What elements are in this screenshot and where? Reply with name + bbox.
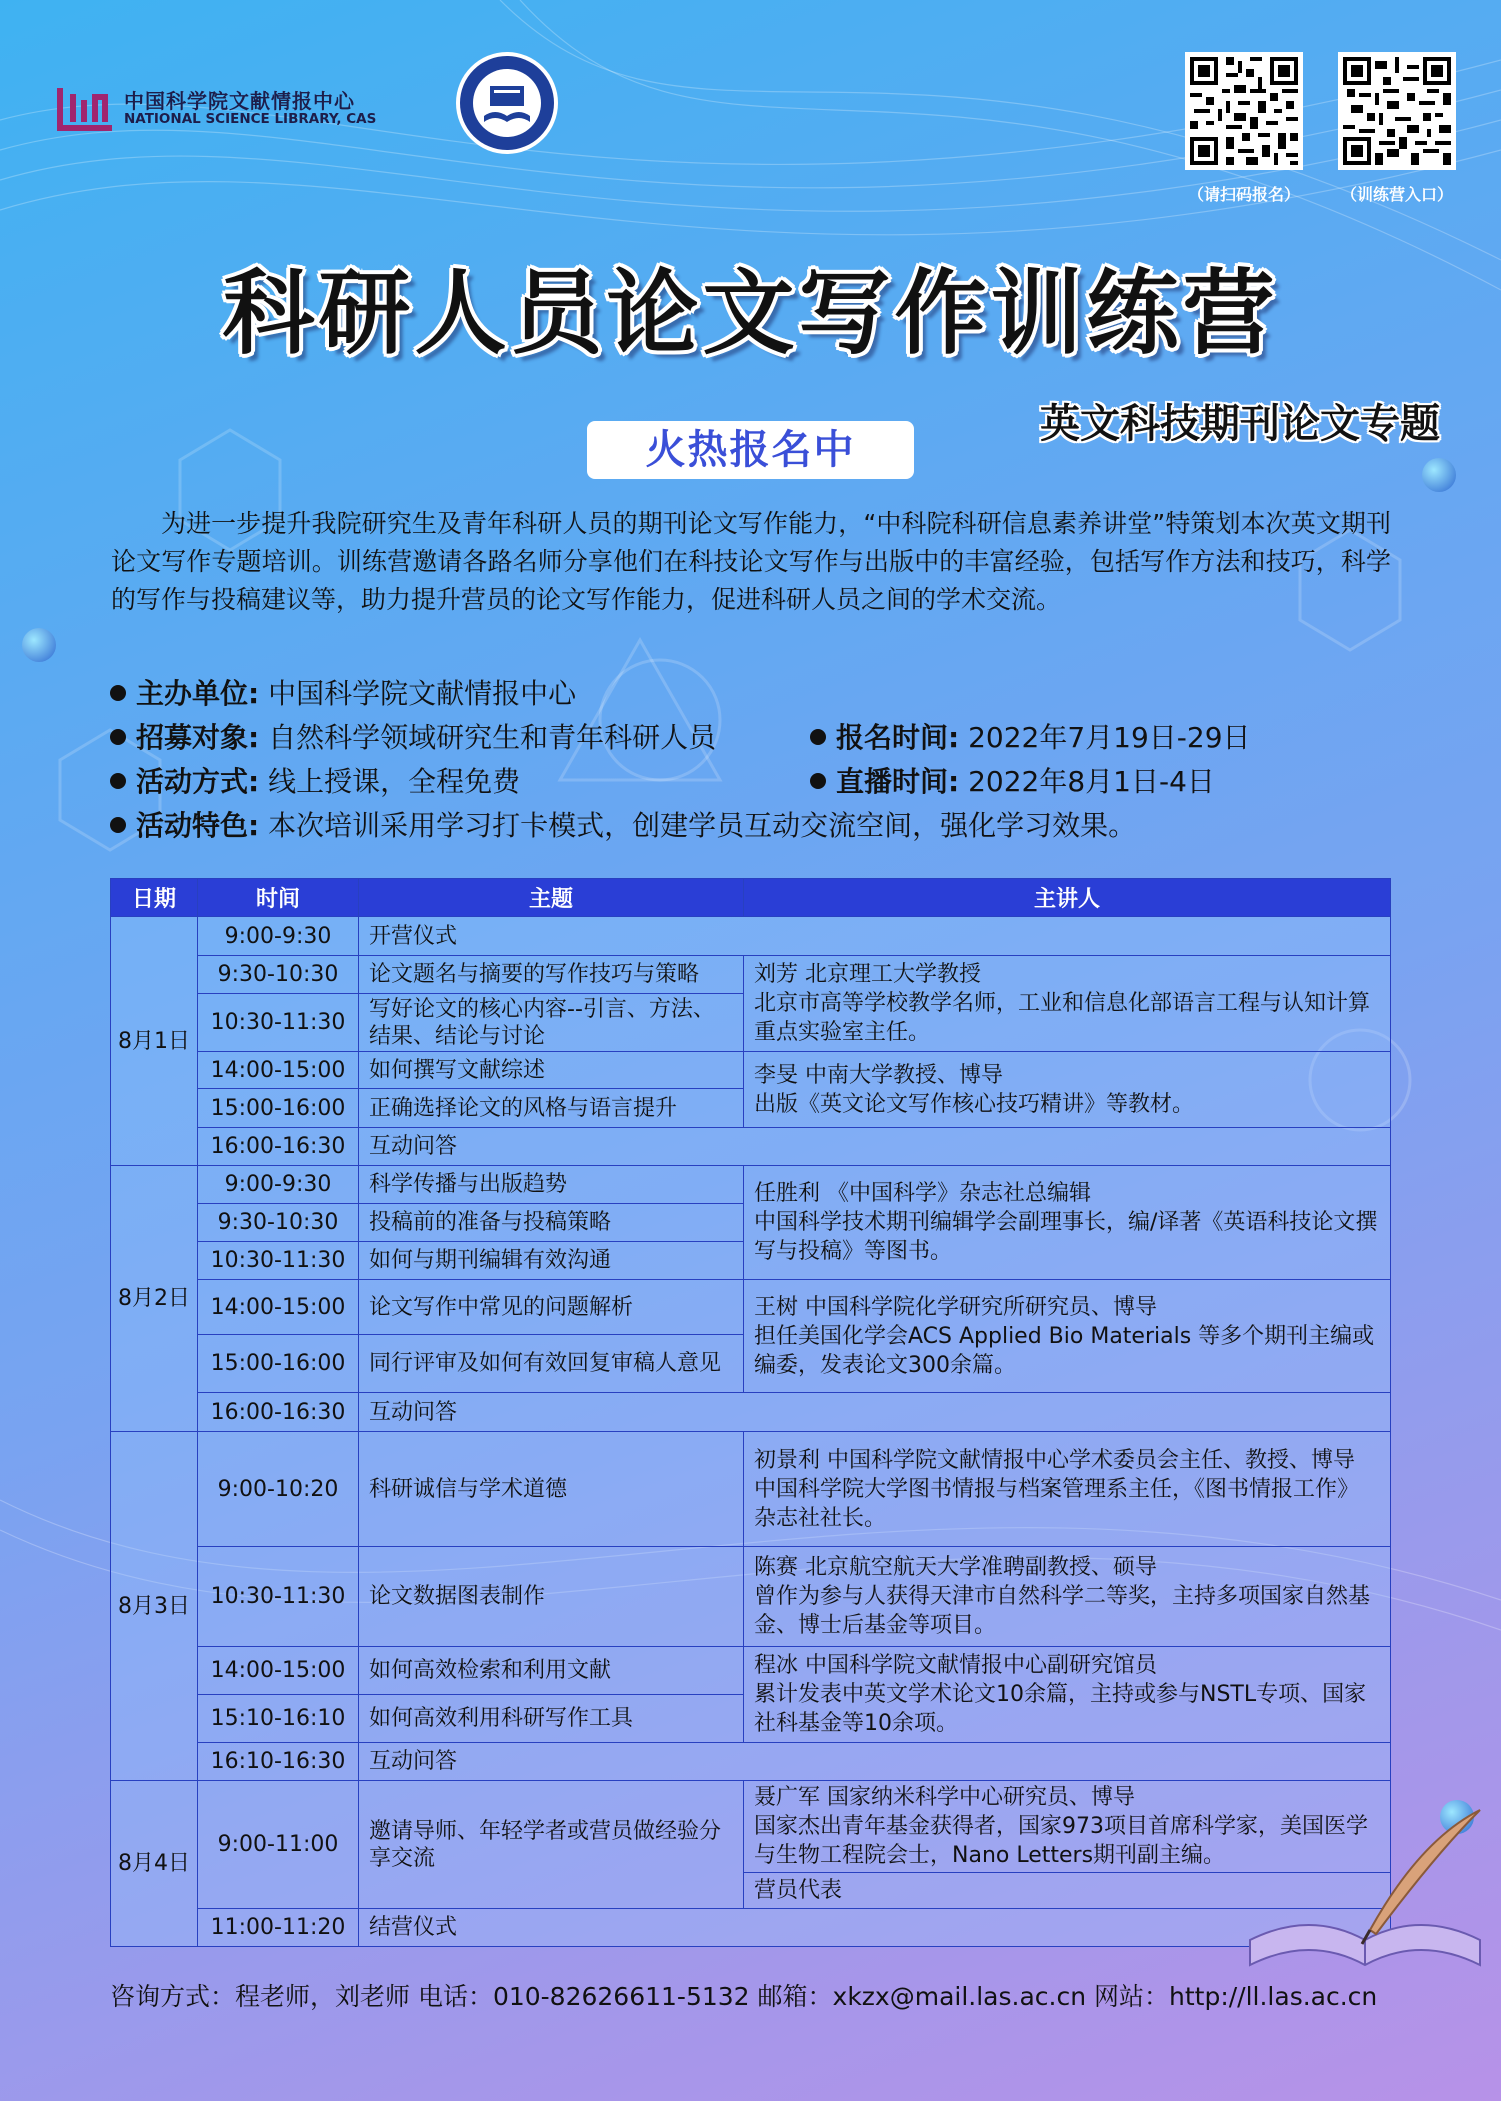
day-cell: 8月2日 <box>111 1166 198 1432</box>
table-row <box>111 917 1391 956</box>
time-cell: 10:30-11:30 <box>198 1242 359 1280</box>
table-row <box>111 1052 1391 1089</box>
time-cell: 10:30-11:30 <box>198 1547 359 1647</box>
topic-cell: 科学传播与出版趋势 <box>359 1166 744 1204</box>
speaker-cell: 营员代表 <box>744 1873 1391 1909</box>
info-label: 主办单位: <box>136 677 260 710</box>
topic-cell: 如何撰写文献综述 <box>359 1052 744 1089</box>
decor-ball <box>22 628 56 662</box>
info-audience <box>110 716 716 756</box>
topic-cell: 邀请导师、年轻学者或营员做经验分享交流 <box>359 1781 744 1909</box>
table-row <box>111 1547 1391 1647</box>
speaker-name: 李旻 中南大学教授、博导 <box>754 1062 1003 1088</box>
topic-cell: 互动问答 <box>359 1743 1391 1781</box>
intro-paragraph: 为进一步提升我院研究生及青年科研人员的期刊论文写作能力，“中科院科研信息素养讲堂”特策划本次英文期刊论文写作专题培训。训练营邀请各路名师分享他们在科技论文写作与出版中的丰富经验，包括写作方法和技巧，科学的写作与投稿建议等，助力提升营员的论文写作能力，促进科研人员之间的学术交流。 <box>111 509 1391 614</box>
time-cell: 11:00-11:20 <box>198 1909 359 1947</box>
table-row <box>111 1166 1391 1204</box>
time-cell: 14:00-15:00 <box>198 1052 359 1089</box>
table-row <box>111 1128 1391 1166</box>
speaker-cell <box>744 1280 1391 1393</box>
nsl-logo-icon <box>56 82 116 134</box>
table-row <box>111 1909 1391 1947</box>
topic-cell: 如何与期刊编辑有效沟通 <box>359 1242 744 1280</box>
topic-cell: 写好论文的核心内容--引言、方法、结果、结论与讨论 <box>359 994 744 1052</box>
qr-code-icon <box>1343 57 1451 165</box>
topic-cell: 投稿前的准备与投稿策略 <box>359 1204 744 1242</box>
topic-cell: 如何高效检索和利用文献 <box>359 1647 744 1695</box>
bullet-icon <box>110 817 126 833</box>
topic-cell: 开营仪式 <box>359 917 1391 956</box>
info-value: 中国科学院文献情报中心 <box>268 677 577 710</box>
day-cell: 8月1日 <box>111 917 198 1166</box>
schedule-table <box>110 878 1391 1947</box>
time-cell: 9:00-9:30 <box>198 1166 359 1204</box>
topic-cell: 科研诚信与学术道德 <box>359 1432 744 1547</box>
bullet-icon <box>110 685 126 701</box>
page-title: 科研人员论文写作训练营 <box>222 260 1279 367</box>
topic-cell: 如何高效利用科研写作工具 <box>359 1695 744 1743</box>
speaker-bio: 累计发表中英文学术论文10余篇，主持或参与NSTL专项、国家社科基金等10余项。 <box>754 1682 1367 1736</box>
table-row <box>111 1743 1391 1781</box>
bullet-icon <box>110 729 126 745</box>
time-cell: 9:00-9:30 <box>198 917 359 956</box>
speaker-bio: 担任美国化学会ACS Applied Bio Materials 等多个期刊主编或编委，发表论文300余篇。 <box>754 1323 1375 1378</box>
speaker-cell <box>744 1432 1391 1547</box>
info-mode <box>110 760 520 800</box>
decor-ball <box>1422 458 1456 492</box>
topic-cell: 结营仪式 <box>359 1909 1391 1947</box>
qr-code-signup[interactable] <box>1185 52 1303 170</box>
qr-caption-signup: （请扫码报名） <box>1187 185 1300 204</box>
org-logo <box>56 78 436 138</box>
time-cell: 15:10-16:10 <box>198 1695 359 1743</box>
speaker-bio: 曾作为参与人获得天津市自然科学二等奖，主持多项国家自然基金、博士后基金等项目。 <box>754 1584 1371 1638</box>
info-feature <box>110 804 1136 844</box>
bullet-icon <box>810 773 826 789</box>
qr-code-icon <box>1190 57 1298 165</box>
time-cell: 14:00-15:00 <box>198 1647 359 1695</box>
speaker-bio: 中国科学技术期刊编辑学会副理事长，编/译著《英语科技论文撰写与投稿》等图书。 <box>754 1210 1378 1264</box>
info-label: 活动方式: <box>136 765 260 798</box>
bullet-icon <box>810 729 826 745</box>
speaker-bio: 北京市高等学校教学名师，工业和信息化部语言工程与认知计算重点实验室主任。 <box>754 991 1371 1045</box>
time-cell: 9:00-11:00 <box>198 1781 359 1909</box>
book-quill-icon <box>1240 1790 1490 1990</box>
contact-footer: 咨询方式：程老师，刘老师 电话：010-82626611-5132 邮箱：xkzx@mail.las.ac.cn 网站：http://ll.las.ac.cn <box>110 1982 1378 2011</box>
day-cell: 8月4日 <box>111 1781 198 1947</box>
lecture-emblem-icon <box>454 50 560 156</box>
topic-cell: 同行评审及如何有效回复审稿人意见 <box>359 1335 744 1393</box>
topic-cell: 论文数据图表制作 <box>359 1547 744 1647</box>
info-value: 本次培训采用学习打卡模式，创建学员互动交流空间，强化学习效果。 <box>268 809 1137 842</box>
speaker-name: 初景利 中国科学院文献情报中心学术委员会主任、教授、博导 <box>754 1447 1355 1473</box>
speaker-bio: 国家杰出青年基金获得者，国家973项目首席科学家，美国医学与生物工程院会士，Nano Letters期刊副主编。 <box>754 1814 1368 1868</box>
time-cell: 9:00-10:20 <box>198 1432 359 1547</box>
topic-cell: 论文写作中常见的问题解析 <box>359 1280 744 1335</box>
qr-caption-camp: （训练营入口） <box>1340 185 1453 204</box>
speaker-cell <box>744 1052 1391 1128</box>
info-host <box>110 672 576 712</box>
signup-badge: 火热报名中 <box>587 421 914 479</box>
time-cell: 14:00-15:00 <box>198 1280 359 1335</box>
topic-cell: 正确选择论文的风格与语言提升 <box>359 1089 744 1128</box>
speaker-cell <box>744 1647 1391 1743</box>
info-value: 线上授课，全程免费 <box>268 765 521 798</box>
info-label: 直播时间: <box>836 765 960 798</box>
time-cell: 9:30-10:30 <box>198 1204 359 1242</box>
time-cell: 16:10-16:30 <box>198 1743 359 1781</box>
topic-cell: 论文题名与摘要的写作技巧与策略 <box>359 956 744 994</box>
topic-cell: 互动问答 <box>359 1393 1391 1432</box>
table-row <box>111 1647 1391 1695</box>
header-date: 日期 <box>111 879 198 917</box>
info-signup-time <box>810 716 1251 756</box>
info-label: 活动特色: <box>136 809 260 842</box>
time-cell: 16:00-16:30 <box>198 1128 359 1166</box>
speaker-name: 陈赛 北京航空航天大学准聘副教授、硕导 <box>754 1555 1157 1580</box>
org-name-en: NATIONAL SCIENCE LIBRARY, CAS <box>124 110 377 127</box>
speaker-name: 程冰 中国科学院文献情报中心副研究馆员 <box>754 1653 1157 1678</box>
qr-code-camp[interactable] <box>1338 52 1456 170</box>
speaker-name: 任胜利 《中国科学》杂志社总编辑 <box>754 1181 1091 1206</box>
header-topic: 主题 <box>359 879 744 917</box>
day-cell: 8月3日 <box>111 1432 198 1781</box>
time-cell: 15:00-16:00 <box>198 1089 359 1128</box>
info-value: 2022年7月19日-29日 <box>968 721 1251 754</box>
info-value: 2022年8月1日-4日 <box>968 765 1215 798</box>
header-time: 时间 <box>198 879 359 917</box>
table-row <box>111 956 1391 994</box>
table-row <box>111 1280 1391 1335</box>
speaker-cell <box>744 1166 1391 1280</box>
topic-cell: 互动问答 <box>359 1128 1391 1166</box>
speaker-name: 王树 中国科学院化学研究所研究员、博导 <box>754 1294 1157 1320</box>
info-label: 招募对象: <box>136 721 260 754</box>
speaker-cell <box>744 956 1391 1052</box>
speaker-name: 刘芳 北京理工大学教授 <box>754 962 981 987</box>
page-subtitle: 英文科技期刊论文专题 <box>1040 401 1440 447</box>
table-row <box>111 1393 1391 1432</box>
speaker-name: 聂广军 国家纳米科学中心研究员、博导 <box>754 1785 1135 1810</box>
speaker-cell <box>744 1547 1391 1647</box>
table-row <box>111 1781 1391 1873</box>
header-speaker: 主讲人 <box>744 879 1391 917</box>
time-cell: 16:00-16:30 <box>198 1393 359 1432</box>
bullet-icon <box>110 773 126 789</box>
time-cell: 10:30-11:30 <box>198 994 359 1052</box>
table-row <box>111 1432 1391 1547</box>
time-cell: 15:00-16:00 <box>198 1335 359 1393</box>
time-cell: 9:30-10:30 <box>198 956 359 994</box>
info-value: 自然科学领域研究生和青年科研人员 <box>268 721 717 754</box>
speaker-bio: 出版《英文论文写作核心技巧精讲》等教材。 <box>754 1091 1195 1117</box>
info-live-time <box>810 760 1215 800</box>
info-label: 报名时间: <box>836 721 960 754</box>
table-header-row <box>111 879 1391 917</box>
speaker-bio: 中国科学院大学图书情报与档案管理系主任，《图书情报工作》杂志社社长。 <box>754 1476 1360 1531</box>
org-name-cn: 中国科学院文献情报中心 <box>124 88 355 113</box>
